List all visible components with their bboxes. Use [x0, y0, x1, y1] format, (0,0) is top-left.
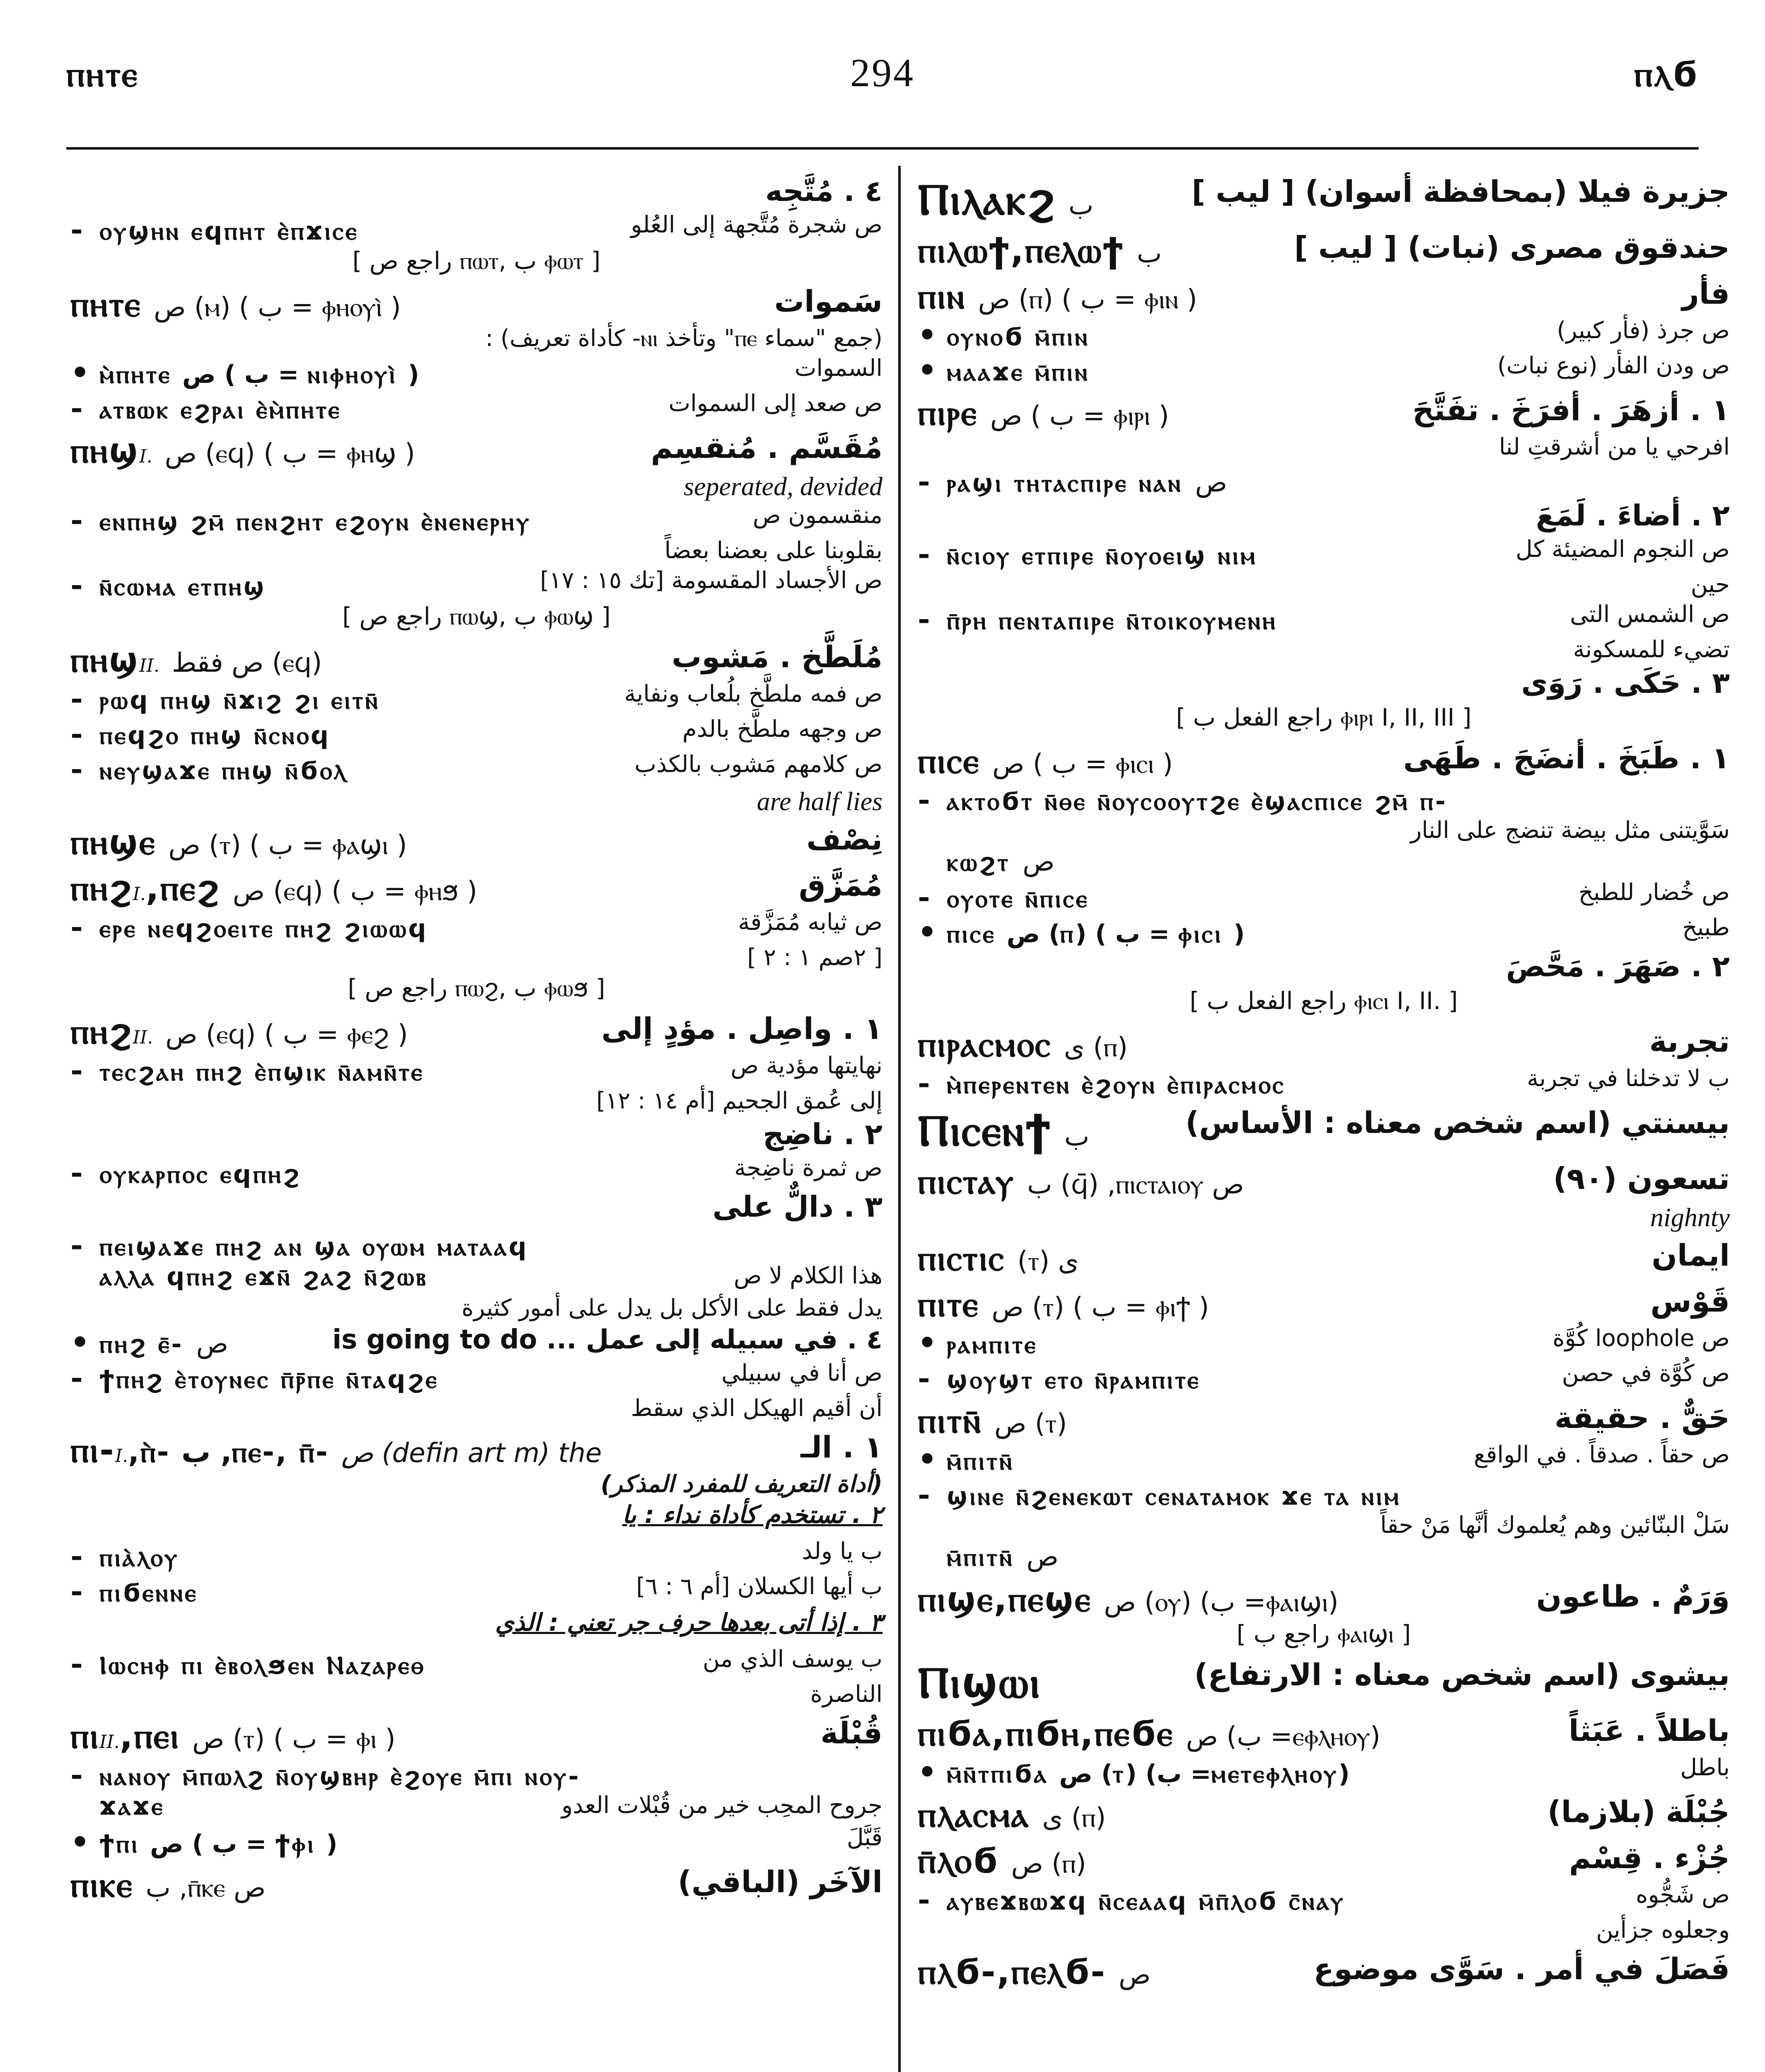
headword: ⲡⲓϣⲉ,ⲡⲉϣⲉ: [918, 1579, 1092, 1619]
example-translation: جروح المحِب خير من قُبْلات العدو: [561, 1792, 882, 1819]
grammar-note: ى (ⲡ): [1064, 1032, 1128, 1063]
example-translation: هذا الكلام لا ص: [733, 1262, 882, 1289]
arabic-gloss: الآخَر (الباقي): [678, 1864, 882, 1899]
grammar-note: ص (ⲙ) ( ب = ⲫⲏⲟⲩⲓ̀ ): [154, 292, 401, 323]
page-number: 294: [850, 51, 915, 95]
arabic-gloss: قُبْلَة: [820, 1716, 882, 1750]
entry: ⲡⲓⲣⲁⲥⲙⲟⲥ ى (ⲡ) تجربة - ⲙ̀ⲡⲉⲣⲉⲛⲧⲉⲛ ⲉ̀ϩⲟⲩⲛ ⲉ̀ⲡⲓⲣⲁⲥⲙⲟⲥ ب لا تدخلنا في تجربة: [918, 1024, 1730, 1100]
homonym-number: II.: [99, 1731, 120, 1752]
arabic-gloss: سَموات: [774, 284, 882, 319]
headword: ⲡⲓ-: [70, 1430, 115, 1470]
arabic-gloss: ١ . أزهَرَ . أفرَخَ . تفَتَّحَ: [1412, 392, 1730, 427]
example-translation: ص ودن الفأر (نوع نبات): [1497, 352, 1730, 379]
usage-note: (أداة التعريف للمفرد المذكر): [600, 1471, 882, 1498]
example-coptic: ⲁⲗⲗⲁ ϥⲡⲏϩ ⲉϫⲛ̄ ϩⲁϩ ⲛ̄ϩⲱⲃ: [99, 1262, 428, 1291]
homonym-number: I.: [139, 446, 152, 467]
sense-number: ٢ . ناضِج: [763, 1117, 882, 1151]
arabic-gloss: فأر: [1682, 276, 1730, 311]
english-gloss: seperated, devided: [684, 472, 882, 501]
arabic-gloss: تجربة: [1649, 1024, 1730, 1059]
arabic-gloss: حندقوق مصرى (نبات) [ ليب ]: [1294, 230, 1730, 265]
headword: ⲡⲏϩ: [70, 868, 133, 908]
example-translation: أن أقيم الهيكل الذي سقط: [631, 1395, 882, 1422]
left-column: [70, 174, 882, 1910]
arabic-gloss: بيشوى (اسم شخص معناه : الارتفاع): [1194, 1657, 1730, 1692]
derived-form: ⲙ̄ⲡⲓⲧⲛ̄: [947, 1447, 1014, 1476]
example-coptic: ⲡⲓϭⲉⲛⲛⲉ: [99, 1578, 198, 1607]
example-coptic: ⲉⲣⲉ ⲛⲉϥϩⲟⲉⲓⲧⲉ ⲡⲏϩ ϩⲓⲱⲱϥ: [99, 914, 428, 943]
arabic-gloss: بيسنتي (اسم شخص معناه : الأساس): [1185, 1105, 1730, 1140]
entry: [918, 230, 1730, 271]
grammar-note: ب: [1136, 238, 1162, 269]
grammar-note: ص (ⲧ) ( ب = ⲫⲁϣⲓ ): [168, 830, 407, 861]
entry: ⲡⲏϣ I. ص (ⲉϥ) ( ب = ⲫⲏϣ ) مُقَسَّم . مُنقسِم seperated, devided - ⲉⲛⲡⲏϣ ϩⲙ̄ ⲡⲉⲛϩⲏⲧ ⲉϩⲟⲩⲛ ⲉ̀ⲛⲉⲛⲉⲣⲏⲩ منقسمون ص بقلوبنا على بعضنا بعضاً - ⲛ̄ⲥⲱⲙⲁ ⲉⲧⲡⲏϣ ص الأجساد المقسومة [تك ١٥ : ١٧] [ راجع ص ⲡⲱϣ, ب ⲫⲱϣ ]: [70, 430, 882, 634]
example-translation: ب يا ولد: [802, 1538, 882, 1565]
grammar-note: (ⲧ) ى: [1017, 1246, 1079, 1277]
example-translation: حين: [1690, 571, 1730, 598]
homonym-number: II.: [139, 655, 160, 676]
arabic-gloss: نِصْف: [806, 822, 882, 857]
example-translation: ص كُوَّة في حصن: [1562, 1360, 1730, 1387]
headword: ⲡⲏϣ: [70, 639, 140, 680]
example-translation: إلى عُمق الجحيم [أم ١٤ : ١٢]: [596, 1087, 882, 1114]
derived-form: ⲣⲁⲙⲡⲓⲧⲉ: [947, 1330, 1038, 1359]
arabic-gloss: حَقٌّ . حقيقة: [1555, 1400, 1730, 1435]
grammar-note: ص (ⲉϥ) ( ب = ⲫⲏϧ ): [232, 876, 477, 907]
headword: ⲡⲓⲥⲧⲓⲥ: [918, 1238, 1005, 1278]
arabic-gloss: مُمَزَّق: [798, 868, 882, 903]
example-coptic: ⲟⲩⲕⲁⲣⲡⲟⲥ ⲉϥⲡⲏϩ: [99, 1160, 301, 1189]
grammar-note: ص فقط (ⲉϥ): [172, 648, 322, 678]
example-coptic: ⲡⲉⲓϣⲁϫⲉ ⲡⲏϩ ⲁⲛ ϣⲁ ⲟⲩⲱⲙ ⲙⲁⲧⲁⲁϥ: [99, 1232, 529, 1261]
example-translation: ص ثيابه مُمَزَّقة: [738, 909, 882, 936]
example-coptic: ⲡⲓⲁ̀ⲗⲟⲩ: [99, 1543, 179, 1572]
entry: [918, 1105, 1730, 1156]
entry: ٤ . مُتَّجِه - ⲟⲩϣⲏⲛ ⲉϥⲡⲏⲧ ⲉ̀ⲡϫⲓⲥⲉ ص شجرة مُتَّجهة إلى العُلو [ راجع ص ⲡⲱⲧ, ب ⲫⲱⲧ ]: [70, 174, 882, 279]
headword: Ⲡⲓⲥⲉⲛϯ: [918, 1105, 1052, 1156]
homonym-number: I.: [115, 1445, 128, 1467]
arabic-gloss: مُلَطَّخ . مَشوب: [672, 639, 882, 674]
entry: ⲡ̄ⲗⲟϭ ص (ⲡ) جُزْء . قِسْم - ⲁⲩⲃⲉϫⲃⲱϫϥ ⲛ̄ⲥⲉⲁⲁϥ ⲙ̄ⲡ̄ⲗⲟϭ ⲥ̄ⲛⲁⲩ ص شَجُّوه وجعلوه جزأين: [918, 1840, 1730, 1946]
example-translation: سَلْ البنّائين وهم يُعلموك أنَّها مَنْ حقاً: [1380, 1512, 1730, 1539]
arabic-gloss: ١ . الـ: [800, 1430, 882, 1464]
example-translation: سَوَّيتنى مثل بيضة تنضج على النار: [1410, 817, 1730, 844]
header-left-word: ⲡⲏⲧⲉ: [66, 54, 139, 94]
example-translation: تضيء للمسكونة: [1573, 636, 1730, 663]
grammar-note: ص: [1026, 1542, 1059, 1572]
sense-number: ٤ . في سبيله إلى عمل ... is going to do: [332, 1324, 882, 1355]
cross-reference: [ راجع ص ⲡⲱϣ, ب ⲫⲱϣ ]: [342, 602, 611, 630]
example-translation: الناصرة: [810, 1681, 882, 1708]
sense-number: ٣ . حَكَى . رَوَى: [1521, 666, 1730, 700]
example-coptic: ⲛ̄ⲥⲱⲙⲁ ⲉⲧⲡⲏϣ: [99, 572, 266, 601]
sense-number: ٣ . دالٌّ على: [712, 1190, 882, 1224]
column-divider: [898, 166, 901, 2072]
header-right-word: ⲡⲗϭ: [1634, 54, 1699, 94]
example-translation: ص النجوم المضيئة كل: [1516, 536, 1730, 563]
arabic-gloss: ١ . واصِل . مؤدٍ إلى: [601, 1011, 882, 1046]
example-coptic: ⲡⲉϥϩⲟ ⲡⲏϣ ⲛ̄ⲥⲛⲟϥ: [99, 721, 331, 750]
example-translation: السموات: [794, 355, 882, 382]
example-translation: ب لا تدخلنا في تجربة: [1527, 1065, 1730, 1092]
english-gloss: are half lies: [757, 787, 882, 816]
arabic-gloss: باطلاً . عَبَثاً: [1568, 1713, 1730, 1748]
grammar-note: ص ( ب = ⲫⲓⲣⲓ ): [990, 401, 1169, 431]
example-translation: نهايتها مؤدية ص: [730, 1052, 882, 1079]
arabic-gloss: ايمان: [1651, 1238, 1730, 1273]
headword-variant: ,ⲡⲉⲓ: [119, 1716, 180, 1756]
grammar-note: ص (ⲡ): [1011, 1849, 1086, 1879]
headword: ⲡⲓⲧⲛ̄: [918, 1400, 982, 1441]
example-translation: ص أنا في سبيلي: [721, 1360, 882, 1387]
sense-number: ٣ . إذا أتى بعدها حرف جر تعني : الذي: [495, 1608, 882, 1636]
grammar-note: ب ,ⲡ̄ⲕⲉ ص: [145, 1873, 266, 1903]
grammar-note: ص (ⲉϥ) ( ب = ⲫⲏϣ ): [164, 438, 415, 469]
headword: ⲡⲓⲕⲉ: [70, 1864, 133, 1905]
example-coptic: ⲁⲕⲧⲟϭⲧ ⲛ̄ⲑⲉ ⲛ̄ⲟⲩⲥⲟⲟⲩⲧϩⲉ ⲉ̀ϣⲁⲥⲡⲓⲥⲉ ϩⲙ̄ ⲡ-: [947, 787, 1448, 816]
grammar-note: ب (ϥ̄) ,ⲡⲓⲥⲧⲁⲓⲟⲩ ص: [1027, 1169, 1244, 1200]
example-translation: وجعلوه جزأين: [1596, 1917, 1730, 1944]
grammar-note: ى (ⲡ): [1042, 1803, 1106, 1833]
derived-form: ⲙⲁⲁϫⲉ ⲙ̄ⲡⲓⲛ: [947, 358, 1090, 387]
arabic-gloss: جزيرة فيلا (بمحافظة أسوان) [ ليب ]: [1192, 174, 1730, 209]
headword: ⲡⲗϭ-,ⲡⲉⲗϭ-: [918, 1951, 1107, 1992]
entry: [70, 1864, 882, 1905]
example-translation: يدل فقط على الأكل بل يدل على أمور كثيرة: [461, 1295, 882, 1322]
example-translation: ص ثمرة ناضِجة: [734, 1155, 882, 1181]
example-coptic: ϣⲓⲛⲉ ⲛ̄ϩⲉⲛⲉⲕⲱⲧ ⲥⲉⲛⲁⲧⲁⲙⲟⲕ ϫⲉ ⲧⲁ ⲛⲓⲙ: [947, 1482, 1401, 1511]
entry: [918, 1238, 1730, 1279]
grammar-note: ص: [1023, 847, 1055, 877]
sense-number: ٢ . تستخدم كأداة نداء : يا: [622, 1501, 882, 1529]
example-coptic: ⲁⲩⲃⲉϫⲃⲱϫϥ ⲛ̄ⲥⲉⲁⲁϥ ⲙ̄ⲡ̄ⲗⲟϭ ⲥ̄ⲛⲁⲩ: [947, 1887, 1345, 1916]
headword-variant: ,ⲡ̀- ب ,ⲡⲉ-, ⲡ̄-: [128, 1435, 329, 1469]
headword: ⲡⲓⲛ: [918, 276, 966, 317]
derived-form: ϯⲡⲓ ص ( ب = ϯⲫⲓ ): [99, 1830, 338, 1859]
headword-variant: ,ⲡⲉϩ: [145, 868, 220, 908]
example-translation: ص كلامهم مَشوب بالكذب: [634, 751, 882, 778]
homonym-number: II.: [133, 1027, 153, 1048]
grammar-note: ص (ⲉϥ) ( ب = ⲫⲉϩ ): [165, 1019, 408, 1050]
arabic-gloss: وَرَمٌ . طاعون: [1536, 1579, 1730, 1614]
entry: ⲡⲓⲛ ص (ⲡ) ( ب = ⲫⲓⲛ ) فأر • ⲟⲩⲛⲟϭ ⲙ̄ⲡⲓⲛ ص جرذ (فأر كبير) • ⲙⲁⲁϫⲉ ⲙ̄ⲡⲓⲛ ص ودن الفأر (نوع نبات): [918, 276, 1730, 387]
arabic-gloss: فَصَلَ في أمر . سَوَّى موضوع: [1313, 1951, 1730, 1986]
derived-form: ⲡⲓⲥⲉ ص (ⲡ) ( ب = ⲫⲓⲥⲓ ): [947, 920, 1245, 949]
grammar-note: ص (defin art m) the: [341, 1438, 602, 1469]
entry: ⲡⲓϭⲁ,ⲡⲓϭⲏ,ⲡⲉϭⲉ ص (ب =ⲉⲫⲗⲏⲟⲩ) باطلاً . عَبَثاً • ⲙ̄ⲛ̄ⲧⲡⲓϭⲁ ص (ⲧ) (ب =ⲙⲉⲧⲉⲫⲗⲏⲟⲩ) باطل: [918, 1713, 1730, 1789]
example-translation: ص الأجساد المقسومة [تك ١٥ : ١٧]: [540, 567, 882, 594]
sense-number: ٢ . صَهَرَ . مَحَّصَ: [1506, 949, 1730, 983]
grammar-note: ص: [196, 1329, 228, 1359]
example-coptic: ⲉⲛⲡⲏϣ ϩⲙ̄ ⲡⲉⲛϩⲏⲧ ⲉϩⲟⲩⲛ ⲉ̀ⲛⲉⲛⲉⲣⲏⲩ: [99, 507, 531, 536]
example-coptic: ⲛⲁⲛⲟⲩ ⲙ̄ⲡⲱⲗϩ ⲛ̄ⲟⲩϣⲃⲏⲣ ⲉ̀ϩⲟⲩⲉ ⲙ̄ⲡⲓ ⲛⲟⲩ-: [99, 1762, 581, 1791]
entry: [918, 1161, 1730, 1233]
grammar-note: ص (ⲧ): [994, 1409, 1067, 1439]
entry: ⲡⲓ- I. ,ⲡ̀- ب ,ⲡⲉ-, ⲡ̄- ص (defin art m) the ١ . الـ (أداة التعريف للمفرد المذكر) ٢ . تستخدم كأداة نداء : يا - ⲡⲓⲁ̀ⲗⲟⲩ ب يا ولد - ⲡⲓϭⲉⲛⲛⲉ ب أيها الكسلان [أم ٦ : ٦] ٣ . إذا أتى بعدها حرف جر تعني : الذي - Ⲓⲱⲥⲏⲫ ⲡⲓ ⲉ̀ⲃⲟⲗϧⲉⲛ Ⲛⲁⲍⲁⲣⲉⲑ ب يوسف الذي من الناصرة: [70, 1430, 882, 1711]
entry: ⲡⲓⲣⲉ ص ( ب = ⲫⲓⲣⲓ ) ١ . أزهَرَ . أفرَخَ . تفَتَّحَ افرحي يا من أشرقتِ لنا - ⲣⲁϣⲓ ⲧⲏⲧⲁⲥⲡⲓⲣⲉ ⲛⲁⲛ ص ٢ . أضاءَ . لَمَعَ - ⲛ̄ⲥⲓⲟⲩ ⲉⲧⲡⲓⲣⲉ ⲛ̄ⲟⲩⲟⲉⲓϣ ⲛⲓⲙ ص النجوم المضيئة كل حين - ⲡ̄ⲣⲏ ⲡⲉⲛⲧⲁⲡⲓⲣⲉ ⲛ̄ⲧⲟⲓⲕⲟⲩⲙⲉⲛⲏ ص الشمس التى تضيء للمسكونة ٣ . حَكَى . رَوَى [ راجع الفعل ب ⲫⲓⲣⲓ I, II, III ]: [918, 392, 1730, 736]
entry: [918, 174, 1730, 225]
grammar-note: ص (ⲧ) ( ب = ⲫⲓϯ ): [991, 1292, 1209, 1323]
grammar-note: ص: [1195, 467, 1227, 498]
headword: ⲡⲏϣⲉ: [70, 822, 156, 862]
example-translation: ص شَجُّوه: [1636, 1881, 1730, 1908]
example-coptic: ⲟⲩⲟⲧⲉ ⲛ̄ⲡⲓⲥⲉ: [947, 884, 1089, 913]
sense-number: ٢ . أضاءَ . لَمَعَ: [1535, 499, 1730, 533]
example-translation: طبيخ: [1682, 914, 1730, 941]
header-rule: [66, 147, 1699, 150]
arabic-gloss: جُبْلَة (بلازما): [1547, 1794, 1730, 1829]
arabic-gloss: قَوْس: [1650, 1284, 1730, 1319]
homonym-number: I.: [133, 884, 146, 905]
derived-form: ⲡⲏϩ ⲉ̄-: [99, 1330, 184, 1359]
headword: ⲡⲓⲗⲱϯ,ⲡⲉⲗⲱϯ: [918, 230, 1124, 271]
example-translation: باطل: [1680, 1754, 1730, 1781]
example-coptic: ⲛ̄ⲥⲓⲟⲩ ⲉⲧⲡⲓⲣⲉ ⲛ̄ⲟⲩⲟⲉⲓϣ ⲛⲓⲙ: [947, 541, 1257, 570]
usage-note: (جمع "سماء ⲡⲉ" وتأخذ ⲛⲓ- كأداة تعريف) :: [485, 325, 882, 352]
arabic-gloss: مُقَسَّم . مُنقسِم: [650, 430, 882, 465]
right-column: [918, 174, 1730, 1997]
headword: Ⲡⲓϣⲱⲓ: [918, 1657, 1041, 1708]
headword: ⲡⲓϭⲁ,ⲡⲓϭⲏ,ⲡⲉϭⲉ: [918, 1713, 1174, 1754]
grammar-note: ص ( ب = ⲫⲓⲥⲓ ): [992, 749, 1173, 779]
sense-number: ٤ . مُتَّجِه: [765, 174, 882, 208]
cross-reference: [ راجع ب ⲫⲁⲓϣⲓ ]: [1236, 1620, 1411, 1648]
example-translation: بقلوبنا على بعضنا بعضاً: [664, 537, 882, 564]
entry: [918, 1657, 1730, 1708]
grammar-note: ص (ⲡ) ( ب = ⲫⲓⲛ ): [978, 284, 1197, 315]
example-translation: ص loophole كُوَّة: [1552, 1325, 1730, 1352]
entry: [918, 1794, 1730, 1835]
example-coptic: ϣⲟⲩϣⲧ ⲉⲧⲟ ⲛ̄ⲣⲁⲙⲡⲓⲧⲉ: [947, 1365, 1201, 1394]
example-translation: افرحي يا من أشرقتِ لنا: [1499, 433, 1730, 460]
example-translation: ص صعد إلى السموات: [668, 390, 882, 417]
entry: ⲡⲏϣ II. ص فقط (ⲉϥ) مُلَطَّخ . مَشوب - ⲣⲱϥ ⲡⲏϣ ⲛ̄ϫⲓϩ ϩⲓ ⲉⲓⲧⲛ̄ ص فمه ملطَّخ بلُعاب ونفاية - ⲡⲉϥϩⲟ ⲡⲏϣ ⲛ̄ⲥⲛⲟϥ ص وجهه ملطَّخ بالدم - ⲛⲉⲩϣⲁϫⲉ ⲡⲏϣ ⲛ̄ϭⲟⲗ ص كلامهم مَشوب بالكذب are half lies: [70, 639, 882, 816]
derived-form: ⲙ̄ⲛ̄ⲧⲡⲓϭⲁ ص (ⲧ) (ب =ⲙⲉⲧⲉⲫⲗⲏⲟⲩ): [947, 1760, 1350, 1789]
cross-reference: [ راجع ص ⲡⲱϩ, ب ⲫⲱϧ ]: [348, 974, 605, 1002]
derived-form: ⲟⲩⲛⲟϭ ⲙ̄ⲡⲓⲛ: [947, 322, 1090, 351]
example-coptic: ϫⲁϫⲉ: [99, 1792, 165, 1821]
example-translation: ص شجرة مُتَّجهة إلى العُلو: [631, 211, 882, 238]
example-coptic: ⲟⲩϣⲏⲛ ⲉϥⲡⲏⲧ ⲉ̀ⲡϫⲓⲥⲉ: [99, 217, 359, 246]
example-translation: ص الشمس التى: [1570, 601, 1730, 628]
entry: ⲡⲏϩ II. ص (ⲉϥ) ( ب = ⲫⲉϩ ) ١ . واصِل . مؤدٍ إلى - ⲧⲉⲥϩⲁⲏ ⲡⲏϩ ⲉ̀ⲡϣⲓⲕ ⲛ̄ⲁⲙⲛ̄ⲧⲉ نهايتها مؤدية ص إلى عُمق الجحيم [أم ١٤ : ١٢] ٢ . ناضِج - ⲟⲩⲕⲁⲣⲡⲟⲥ ⲉϥⲡⲏϩ ص ثمرة ناضِجة ٣ . دالٌّ على - ⲡⲉⲓϣⲁϫⲉ ⲡⲏϩ ⲁⲛ ϣⲁ ⲟⲩⲱⲙ ⲙⲁⲧⲁⲁϥ ⲁⲗⲗⲁ ϥⲡⲏϩ ⲉϫⲛ̄ ϩⲁϩ ⲛ̄ϩⲱⲃ هذا الكلام لا ص يدل فقط على الأكل بل يدل على أمور كثيرة • ⲡⲏϩ ⲉ̄- ص ٤ . في سبيله إلى عمل ... is going to do - ϯⲡⲏϩ ⲉ̀ⲧⲟⲩⲛⲉⲥ ⲡ̄ⲣ̄ⲡⲉ ⲛ̄ⲧⲁϥϩⲉ ص أنا في سبيلي أن أقيم الهيكل الذي سقط: [70, 1011, 882, 1425]
headword: ⲡⲏϣ: [70, 430, 140, 471]
arabic-gloss: تسعون (٩٠): [1553, 1161, 1730, 1196]
headword: ⲡ̄ⲗⲟϭ: [918, 1840, 999, 1881]
headword: ⲡⲓⲣⲉ: [918, 392, 978, 433]
cross-reference: [ راجع الفعل ب ⲫⲓⲣⲓ I, II, III ]: [1176, 703, 1472, 731]
arabic-gloss: جُزْء . قِسْم: [1569, 1840, 1730, 1875]
example-translation: ص فمه ملطَّخ بلُعاب ونفاية: [624, 680, 882, 707]
entry: ⲡⲓⲥⲉ ص ( ب = ⲫⲓⲥⲓ ) ١ . طَبَخَ . أنضَجَ . طَهَى - ⲁⲕⲧⲟϭⲧ ⲛ̄ⲑⲉ ⲛ̄ⲟⲩⲥⲟⲟⲩⲧϩⲉ ⲉ̀ϣⲁⲥⲡⲓⲥⲉ ϩⲙ̄ ⲡ- سَوَّيتنى مثل بيضة تنضج على النار ⲕⲱϩⲧ ص - ⲟⲩⲟⲧⲉ ⲛ̄ⲡⲓⲥⲉ ص خُضار للطبخ • ⲡⲓⲥⲉ ص (ⲡ) ( ب = ⲫⲓⲥⲓ ) طبيخ ٢ . صَهَرَ . مَحَّصَ [ راجع الفعل ب ⲫⲓⲥⲓ I, II. ]: [918, 741, 1730, 1019]
grammar-note: ص (ب =ⲉⲫⲗⲏⲟⲩ): [1186, 1721, 1381, 1752]
grammar-note: ص (ⲟⲩ) (ب =ⲫⲁⲓϣⲓ): [1104, 1587, 1339, 1618]
example-coptic: ⲡ̄ⲣⲏ ⲡⲉⲛⲧⲁⲡⲓⲣⲉ ⲛ̄ⲧⲟⲓⲕⲟⲩⲙⲉⲛⲏ: [947, 606, 1277, 635]
headword: ⲡⲓⲥⲧⲁⲩ: [918, 1161, 1015, 1202]
example-translation: ص خُضار للطبخ: [1578, 879, 1730, 906]
cross-reference: [ راجع ص ⲡⲱⲧ, ب ⲫⲱⲧ ]: [352, 247, 601, 275]
headword: ⲡⲏⲧⲉ: [70, 284, 142, 324]
grammar-note: ص: [1119, 1960, 1151, 1990]
example-coptic: ϯⲡⲏϩ ⲉ̀ⲧⲟⲩⲛⲉⲥ ⲡ̄ⲣ̄ⲡⲉ ⲛ̄ⲧⲁϥϩⲉ: [99, 1365, 439, 1394]
example-translation: ص حقاً . صدقاً . في الواقع: [1473, 1441, 1730, 1468]
example-translation: ص جرذ (فأر كبير): [1557, 317, 1730, 344]
headword: ⲡⲓⲣⲁⲥⲙⲟⲥ: [918, 1024, 1052, 1065]
example-translation: ص وجهه ملطَّخ بالدم: [682, 716, 882, 743]
example-translation: منقسمون ص: [752, 502, 882, 529]
headword: ⲡⲓ: [70, 1716, 100, 1756]
derived-form: ⲙ̀ⲡⲏⲧⲉ ص ( ب = ⲛⲓⲫⲏⲟⲩⲓ̀ ): [99, 360, 419, 389]
example-coptic: ⲧⲉⲥϩⲁⲏ ⲡⲏϩ ⲉ̀ⲡϣⲓⲕ ⲛ̄ⲁⲙⲛ̄ⲧⲉ: [99, 1058, 424, 1087]
entry: [918, 1579, 1730, 1652]
entry: ⲡⲓ II. ,ⲡⲉⲓ ص (ⲧ) ( ب = ⲫⲓ ) قُبْلَة - ⲛⲁⲛⲟⲩ ⲙ̄ⲡⲱⲗϩ ⲛ̄ⲟⲩϣⲃⲏⲣ ⲉ̀ϩⲟⲩⲉ ⲙ̄ⲡⲓ ⲛⲟⲩ- ϫⲁϫⲉ جروح المحِب خير من قُبْلات العدو • ϯⲡⲓ ص ( ب = ϯⲫⲓ ) قَبَّلَ: [70, 1716, 882, 1859]
grammar-note: ب: [1068, 190, 1094, 221]
example-coptic: ⲕⲱϩⲧ: [947, 848, 1011, 877]
headword: ⲡⲓⲧⲉ: [918, 1284, 979, 1324]
grammar-note: ص (ⲧ) ( ب = ⲫⲓ ): [192, 1724, 396, 1755]
entry: ⲡⲏϩ I. ,ⲡⲉϩ ص (ⲉϥ) ( ب = ⲫⲏϧ ) مُمَزَّق - ⲉⲣⲉ ⲛⲉϥϩⲟⲉⲓⲧⲉ ⲡⲏϩ ϩⲓⲱⲱϥ ص ثيابه مُمَزَّقة [ ٢صم ١ : ٢ ] [ راجع ص ⲡⲱϩ, ب ⲫⲱϧ ]: [70, 868, 882, 1006]
example-translation: [ ٢صم ١ : ٢ ]: [747, 944, 882, 971]
example-coptic: ⲣⲱϥ ⲡⲏϣ ⲛ̄ϫⲓϩ ϩⲓ ⲉⲓⲧⲛ̄: [99, 686, 380, 715]
example-translation: قَبَّلَ: [846, 1824, 882, 1851]
english-gloss: nighnty: [1650, 1203, 1730, 1232]
example-coptic: ⲙ̄ⲡⲓⲧⲛ̄: [947, 1543, 1014, 1572]
arabic-gloss: ١ . طَبَخَ . أنضَجَ . طَهَى: [1403, 741, 1730, 775]
entry: ⲡⲏⲧⲉ ص (ⲙ) ( ب = ⲫⲏⲟⲩⲓ̀ ) سَموات (جمع "سماء ⲡⲉ" وتأخذ ⲛⲓ- كأداة تعريف) : • ⲙ̀ⲡⲏⲧⲉ ص ( ب = ⲛⲓⲫⲏⲟⲩⲓ̀ ) السموات - ⲁⲧⲃⲱⲕ ⲉϩⲣⲁⲓ ⲉ̀ⲙ̀ⲡⲏⲧⲉ ص صعد إلى السموات: [70, 284, 882, 425]
example-translation: ب أيها الكسلان [أم ٦ : ٦]: [636, 1573, 882, 1600]
example-coptic: ⲁⲧⲃⲱⲕ ⲉϩⲣⲁⲓ ⲉ̀ⲙ̀ⲡⲏⲧⲉ: [99, 395, 341, 424]
entry: [918, 1951, 1730, 1992]
entry: ⲡⲓⲧⲛ̄ ص (ⲧ) حَقٌّ . حقيقة • ⲙ̄ⲡⲓⲧⲛ̄ ص حقاً . صدقاً . في الواقع - ϣⲓⲛⲉ ⲛ̄ϩⲉⲛⲉⲕⲱⲧ ⲥⲉⲛⲁⲧⲁⲙⲟⲕ ϫⲉ ⲧⲁ ⲛⲓⲙ سَلْ البنّائين وهم يُعلموك أنَّها مَنْ حقاً ⲙ̄ⲡⲓⲧⲛ̄ ص: [918, 1400, 1730, 1572]
headword: ⲡⲓⲥⲉ: [918, 741, 980, 781]
headword: ⲡⲗⲁⲥⲙⲁ: [918, 1794, 1030, 1835]
grammar-note: ب: [1064, 1121, 1090, 1152]
example-coptic: ⲛⲉⲩϣⲁϫⲉ ⲡⲏϣ ⲛ̄ϭⲟⲗ: [99, 756, 348, 785]
headword: ⲡⲏϩ: [70, 1011, 133, 1052]
cross-reference: [ راجع الفعل ب ⲫⲓⲥⲓ I, II. ]: [1190, 987, 1458, 1015]
example-coptic: ⲣⲁϣⲓ ⲧⲏⲧⲁⲥⲡⲓⲣⲉ ⲛⲁⲛ: [947, 469, 1183, 498]
entry: ⲡⲓⲧⲉ ص (ⲧ) ( ب = ⲫⲓϯ ) قَوْس • ⲣⲁⲙⲡⲓⲧⲉ ص loophole كُوَّة - ϣⲟⲩϣⲧ ⲉⲧⲟ ⲛ̄ⲣⲁⲙⲡⲓⲧⲉ ص كُوَّة في حصن: [918, 1284, 1730, 1395]
entry: [70, 822, 882, 863]
headword: Ⲡⲓⲗⲁⲕϩ: [918, 174, 1056, 225]
example-coptic: ⲙ̀ⲡⲉⲣⲉⲛⲧⲉⲛ ⲉ̀ϩⲟⲩⲛ ⲉ̀ⲡⲓⲣⲁⲥⲙⲟⲥ: [947, 1070, 1286, 1099]
example-coptic: Ⲓⲱⲥⲏⲫ ⲡⲓ ⲉ̀ⲃⲟⲗϧⲉⲛ Ⲛⲁⲍⲁⲣⲉⲑ: [99, 1651, 426, 1680]
example-translation: ب يوسف الذي من: [703, 1646, 882, 1673]
